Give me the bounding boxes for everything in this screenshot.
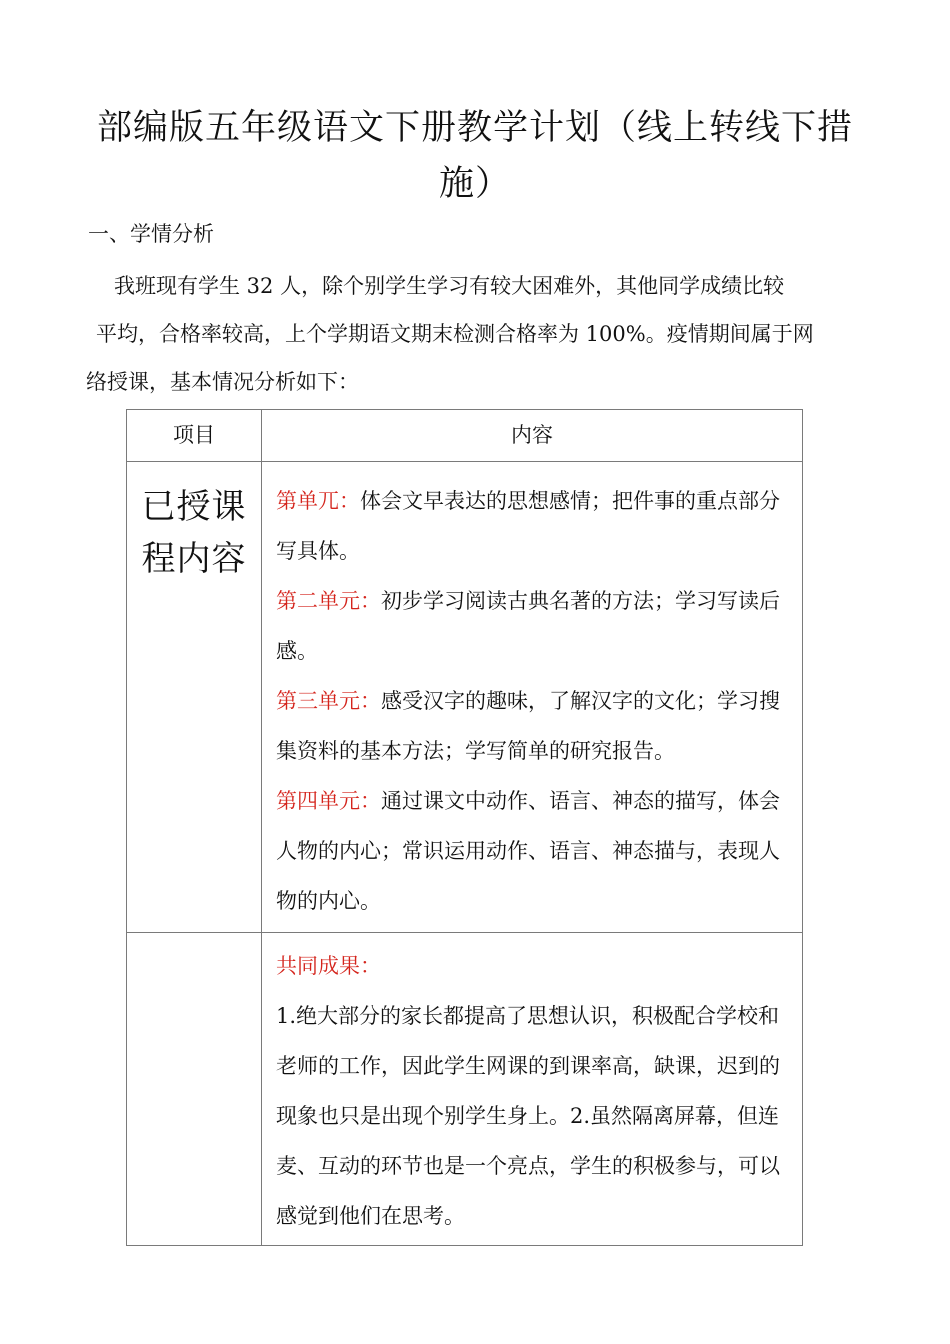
label-cell xyxy=(127,933,262,1246)
intro-line: 我班现有学生 32 人，除个别学生学习有较大困难外，其他同学成绩比较 xyxy=(114,274,785,298)
section-heading-analysis: 一、学情分析 xyxy=(88,222,214,246)
unit-item xyxy=(276,676,790,776)
intro-line: 络授课，基本情况分析如下： xyxy=(86,370,359,394)
label-cell xyxy=(127,462,262,933)
unit-title: 第三单元： xyxy=(276,689,381,713)
unit-text: 体会文早表达的思想感情；把件事的重点部分写具体。 xyxy=(276,489,780,563)
intro-paragraph xyxy=(86,262,846,406)
unit-text: 感受汉字的趣味，了解汉字的文化；学习搜集资料的基本方法；学写简单的研究报告。 xyxy=(276,689,780,763)
document-title: 部编版五年级语文下册教学计划（线上转线下措施） xyxy=(96,108,853,204)
unit-title: 第四单元： xyxy=(276,789,381,813)
header-item-cell: 项目 xyxy=(127,410,262,462)
results-heading: 共同成果： xyxy=(276,954,381,978)
unit-item xyxy=(276,776,790,926)
intro-line: 平均，合格率较高，上个学期语文期末检测合格率为 100%。疫情期间属于网 xyxy=(96,322,814,346)
unit-item xyxy=(276,476,790,576)
header-content-cell: 内容 xyxy=(262,410,803,462)
row-label-taught-content: 已授课程内容 xyxy=(141,487,247,579)
content-cell xyxy=(262,462,803,933)
unit-title: 第单兀： xyxy=(276,489,360,513)
table-header-row xyxy=(127,410,803,462)
table-row xyxy=(127,462,803,933)
unit-title: 第二单元： xyxy=(276,589,381,613)
content-cell xyxy=(262,933,803,1246)
unit-item xyxy=(276,576,790,676)
unit-text: 初步学习阅读古典名著的方法；学习写读后感。 xyxy=(276,589,780,663)
results-text: 1.绝大部分的家长都提高了思想认识，积极配合学校和老师的工作，因此学生网课的到课率高，缺课，迟到的现象也只是出现个别学生身上。2.虽然隔离屏幕，但连麦、互动的环节也是一个亮点，学生的积极参与，可以感觉到他们在思考。 xyxy=(276,1004,780,1228)
analysis-table xyxy=(126,409,803,1246)
table-row xyxy=(127,933,803,1246)
unit-text: 通过课文中动作、语言、神态的描写，体会人物的内心；常识运用动作、语言、神态描与，表现人物的内心。 xyxy=(276,789,780,913)
